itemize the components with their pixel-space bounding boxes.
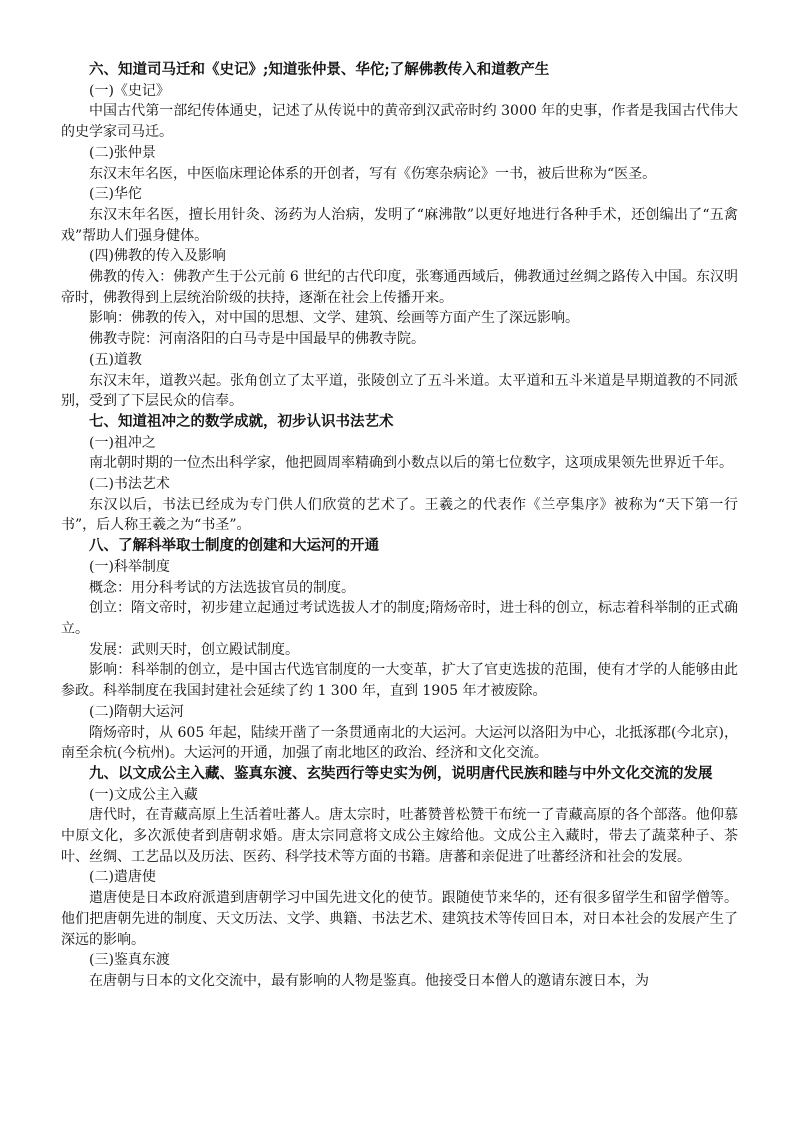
subheading-shiji: (一)《史记》: [89, 82, 170, 99]
paragraph-keju-founding: 创立：隋文帝时，初步建立起通过考试选拔人才的制度;隋炀帝时，进士科的创立，标志着科举制的正式确立。: [61, 600, 738, 637]
document-page: [61, 60, 738, 992]
subheading-wencheng: (一)文成公主入藏: [89, 786, 198, 803]
paragraph-grand-canal: 隋炀帝时，从 605 年起，陆续开凿了一条贯通南北的大运河。大运河以洛阳为中心，北抵涿郡(今北京)，南至余杭(今杭州)。大运河的开通，加强了南北地区的政治、经济和文化交流。: [61, 724, 738, 762]
paragraph-kentoshi: 遣唐使是日本政府派遣到唐朝学习中国先进文化的使节。跟随使节来华的，还有很多留学生和留学僧等。他们把唐朝先进的制度、天文历法、文学、典籍、书法艺术、建筑技术等传回日本，对日本社会的发展产生了深远的影响。: [61, 890, 738, 948]
subheading-taoism: (五)道教: [89, 351, 142, 368]
paragraph-buddhism-influence: 影响：佛教的传入，对中国的思想、文学、建筑、绘画等方面产生了深远影响。: [89, 310, 579, 327]
paragraph-buddhism-arrival: 佛教的传入：佛教产生于公元前 6 世纪的古代印度，张骞通西域后，佛教通过丝绸之路传入中国。东汉明帝时，佛教得到上层统治阶级的扶持，逐渐在社会上传播开来。: [61, 269, 738, 306]
paragraph-keju-influence: 影响：科举制的创立，是中国古代选官制度的一大变革，扩大了官吏选拔的范围，使有才学的人能够由此参政。科举制度在我国封建社会延续了约 1 300 年，直到 1905 年才被废除。: [61, 662, 738, 700]
subheading-jianzhen: (三)鉴真东渡: [89, 952, 170, 969]
section-heading-7: 七、知道祖冲之的数学成就，初步认识书法艺术: [89, 412, 394, 430]
subheading-grand-canal: (二)隋朝大运河: [89, 703, 184, 720]
subheading-hua-tuo: (三)华佗: [89, 186, 142, 203]
section-heading-9: 九、以文成公主入藏、鉴真东渡、玄奘西行等史实为例，说明唐代民族和睦与中外文化交流的发展: [89, 764, 713, 782]
subheading-buddhism: (四)佛教的传入及影响: [89, 248, 226, 265]
paragraph-buddhism-temple: 佛教寺院：河南洛阳的白马寺是中国最早的佛教寺院。: [89, 331, 425, 348]
subheading-calligraphy: (二)书法艺术: [89, 476, 170, 493]
paragraph-shiji: 中国古代第一部纪传体通史，记述了从传说中的黄帝到汉武帝时约 3000 年的史事，作者是我国古代伟大的史学家司马迁。: [61, 103, 738, 141]
paragraph-keju-development: 发展：武则天时，创立殿试制度。: [89, 641, 299, 658]
subheading-zu-chongzhi: (一)祖冲之: [89, 434, 156, 451]
section-heading-8: 八、了解科举取士制度的创建和大运河的开通: [89, 537, 379, 555]
section-heading-6: 六、知道司马迁和《史记》;知道张仲景、华佗;了解佛教传入和道教产生: [89, 61, 550, 78]
paragraph-hua-tuo: 东汉末年名医，擅长用针灸、汤药为人治病，发明了“麻沸散”以更好地进行各种手术，还创编出了“五禽戏”帮助人们强身健体。: [61, 206, 738, 244]
paragraph-jianzhen: 在唐朝与日本的文化交流中，最有影响的人物是鉴真。他接受日本僧人的邀请东渡日本，为: [89, 972, 649, 989]
subheading-zhang-zhongjing: (二)张仲景: [89, 144, 156, 161]
paragraph-keju-concept: 概念：用分科考试的方法选拔官员的制度。: [89, 579, 355, 596]
paragraph-calligraphy: 东汉以后，书法已经成为专门供人们欣赏的艺术了。王羲之的代表作《兰亭集序》被称为“天下第一行书”，后人称王羲之为“书圣”。: [61, 496, 738, 534]
subheading-kentoshi: (二)遣唐使: [89, 869, 156, 886]
paragraph-zu-chongzhi: 南北朝时期的一位杰出科学家，他把圆周率精确到小数点以后的第七位数字，这项成果领先世界近千年。: [89, 455, 733, 472]
subheading-keju: (一)科举制度: [89, 558, 170, 575]
paragraph-zhang-zhongjing: 东汉末年名医，中医临床理论体系的开创者，写有《伤寒杂病论》一书，被后世称为“医圣。: [89, 165, 657, 182]
paragraph-taoism: 东汉末年，道教兴起。张角创立了太平道，张陵创立了五斗米道。太平道和五斗米道是早期道教的不同派别，受到了下层民众的信奉。: [61, 372, 738, 410]
paragraph-wencheng: 唐代时，在青藏高原上生活着吐蕃人。唐太宗时，吐蕃赞普松赞干布统一了青藏高原的各个部落。他仰慕中原文化，多次派使者到唐朝求婚。唐太宗同意将文成公主嫁给他。文成公主入藏时，带去了蔬菜种子、茶叶、丝绸、工艺品以及历法、医药、科学技术等方面的书籍。唐蕃和亲促进了吐蕃经济和社会的发展。: [61, 807, 738, 865]
